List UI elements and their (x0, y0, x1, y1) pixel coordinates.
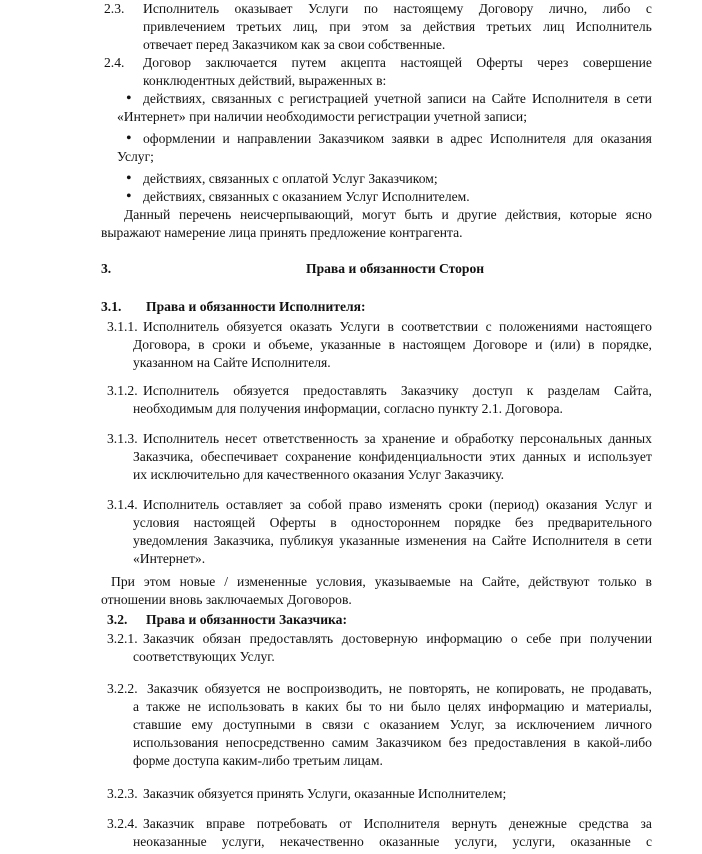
clause-number: 3.1.1. (107, 319, 138, 334)
clause-number: 3.2.1. (107, 631, 138, 646)
clause-line: Исполнитель несет ответственность за хранение и обработку персональных данных (143, 431, 652, 446)
bullet-text-continued: «Интернет» при наличии необходимости регистрации учетной записи; (117, 109, 527, 124)
clause-number: 2.4. (104, 55, 125, 70)
clause-line: уведомления Заказчика, публикуя указанные изменения на Сайте Исполнителя в сети (133, 533, 652, 548)
clause-line: а также не использовать в каких бы то ни было целях информацию и материалы, (133, 699, 652, 714)
clause-2-3 (0, 0, 702, 54)
subsection-title: Права и обязанности Исполнителя: (146, 299, 366, 314)
bullet-icon: • (126, 170, 132, 187)
clause-line: привлечением третьих лиц, при этом за действия третьих лиц Исполнитель (143, 19, 652, 34)
clause-number: 3.2.3. (107, 786, 138, 801)
clause-number: 3.1.2. (107, 383, 138, 398)
clause-line: Заказчик обязан предоставлять достоверную информацию о себе при получении (143, 631, 652, 646)
bullet-icon: • (126, 188, 132, 205)
subsection-heading (0, 298, 702, 316)
clause-line: Исполнитель оказывает Услуги по настоящему Договору лично, либо с (143, 1, 652, 16)
clause-3-2-3 (0, 785, 702, 803)
paragraph-line: выражают намерение лица принять предложение контрагента. (101, 225, 463, 240)
clause-line: форме доступа каким-либо третьим лицам. (133, 753, 383, 768)
bullet-text-continued: Услуг; (117, 149, 154, 164)
clause-3-1-4 (0, 496, 702, 568)
clause-line: условия настоящей Оферты в одностороннем порядке без предварительного (133, 515, 652, 530)
clause-line: Заказчик обязуется не воспроизводить, не повторять, не копировать, не продавать, (147, 681, 652, 696)
clause-line: отвечает перед Заказчиком как за свои собственные. (143, 37, 446, 52)
bullet-text: действиях, связанных с регистрацией учетной записи на Сайте Исполнителя в сети (143, 91, 652, 106)
clause-3-1-2 (0, 382, 702, 418)
clause-3-1-3 (0, 430, 702, 484)
clause-number: 2.3. (104, 1, 125, 16)
clause-line: указанном на Сайте Исполнителя. (133, 355, 331, 370)
bullet-text: оформлении и направлении Заказчиком заявки в адрес Исполнителя для оказания (143, 131, 652, 146)
bullet-text: действиях, связанных с оплатой Услуг Заказчиком; (143, 171, 438, 186)
bullet-icon: • (126, 90, 132, 107)
clause-line: Заказчик вправе потребовать от Исполнителя вернуть денежные средства за (143, 816, 652, 831)
paragraph-line: При этом новые / измененные условия, указываемые на Сайте, действуют только в (111, 574, 652, 589)
clause-number: 3.2.4. (107, 816, 138, 831)
clause-line: Заказчика, обеспечивает сохранение конфиденциальности этих данных и использует (133, 449, 652, 464)
subsection-heading (0, 611, 702, 629)
clause-3-1-1 (0, 318, 702, 372)
clause-number: 3.1.4. (107, 497, 138, 512)
section-number: 3. (101, 261, 112, 276)
clause-number: 3.1.3. (107, 431, 138, 446)
subsection-number: 3.1. (101, 299, 122, 314)
paragraph-line: Данный перечень неисчерпывающий, могут быть и другие действия, которые ясно (124, 207, 652, 222)
clause-line: конклюдентных действий, выраженных в: (143, 73, 387, 88)
clause-line: Исполнитель обязуется оказать Услуги в соответствии с положениями настоящего (143, 319, 652, 334)
clause-line: Договора, в сроки и объеме, указанные в настоящем Договоре и (или) в порядке, (133, 337, 652, 352)
clause-line: их исключительно для качественного оказания Услуг Заказчику. (133, 467, 505, 482)
clause-3-2-1 (0, 630, 702, 666)
clause-line: необходимым для получения информации, согласно пункту 2.1. Договора. (133, 401, 563, 416)
paragraph-list-note (0, 206, 702, 242)
clause-number: 3.2.2. (107, 681, 138, 696)
clause-line: Исполнитель оставляет за собой право изменять сроки (период) оказания Услуг и (143, 497, 652, 512)
bullet-list (0, 90, 702, 204)
clause-line: «Интернет». (133, 551, 206, 566)
clause-line: Исполнитель обязуется предоставлять Заказчику доступ к разделам Сайта, (143, 383, 652, 398)
clause-line: Заказчик обязуется принять Услуги, оказанные Исполнителем; (143, 786, 507, 801)
clause-line: Договор заключается путем акцепта настоящей Оферты через совершение (143, 55, 652, 70)
section-title: Права и обязанности Сторон (306, 261, 485, 276)
clause-line: использования непосредственно самим Заказчиком без предоставления в какой-либо (133, 735, 652, 750)
section-heading (0, 260, 702, 278)
clause-3-2-4 (0, 815, 702, 851)
clause-line: ставшие ему доступными в связи с оказанием Услуг, за исключением личного (133, 717, 652, 732)
bullet-text: действиях, связанных с оказанием Услуг Исполнителем. (143, 189, 470, 204)
clause-2-4 (0, 54, 702, 90)
clause-3-2-2 (0, 680, 702, 770)
clause-line: неоказанные услуги, некачественно оказанные услуги, услуги, оказанные с (133, 834, 652, 849)
paragraph-conditions-note (0, 573, 702, 609)
subsection-number: 3.2. (107, 612, 128, 627)
paragraph-line: отношении вновь заключаемых Договоров. (101, 592, 352, 607)
subsection-title: Права и обязанности Заказчика: (146, 612, 348, 627)
bullet-icon: • (126, 130, 132, 147)
clause-line: соответствующих Услуг. (133, 649, 275, 664)
